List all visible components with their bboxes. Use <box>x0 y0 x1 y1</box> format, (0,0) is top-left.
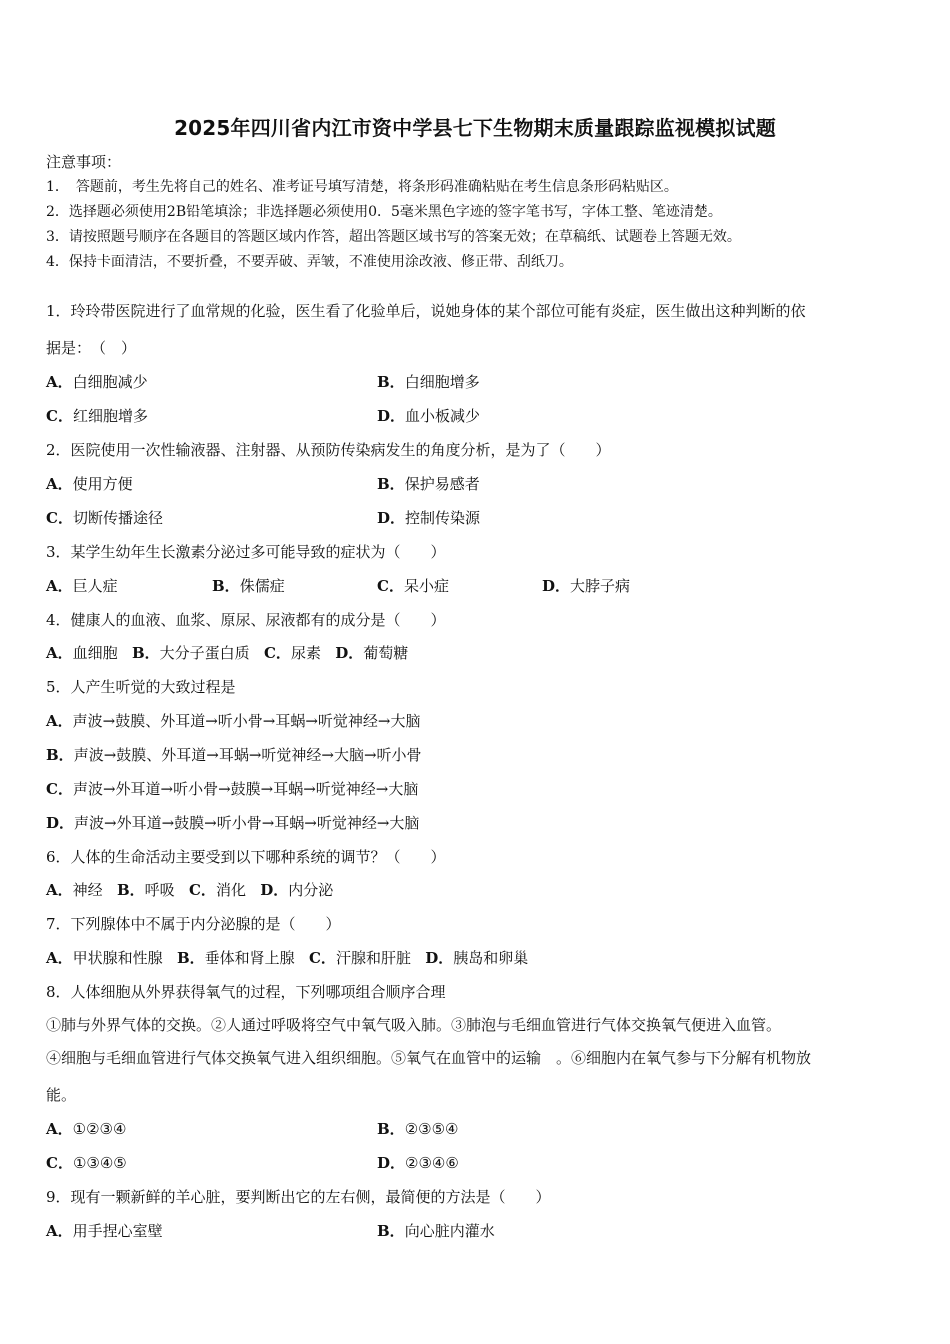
question-6-stem: 6．人体的生命活动主要受到以下哪种系统的调节？（ ） <box>46 848 446 866</box>
question-3-option-c: C．呆小症 <box>377 577 449 595</box>
question-8-option-d: D．②③④⑥ <box>377 1154 459 1172</box>
question-1-option-b: B．白细胞增多 <box>377 373 480 391</box>
question-1-stem: 1．玲玲带医院进行了血常规的化验，医生看了化验单后，说她身体的某个部位可能有炎症，医生做出这种判断的依 <box>46 302 806 320</box>
question-8-option-c: C．①③④⑤ <box>46 1154 127 1172</box>
question-2-stem: 2．医院使用一次性输液器、注射器、从预防传染病发生的角度分析，是为了（ ） <box>46 441 611 459</box>
question-8-option-a: A．①②③④ <box>46 1120 127 1138</box>
question-7-stem: 7．下列腺体中不属于内分泌腺的是（ ） <box>46 915 341 933</box>
question-1-option-a: A．白细胞减少 <box>46 373 148 391</box>
question-2-option-a: A．使用方便 <box>46 475 133 493</box>
question-8-statement-3: 能。 <box>46 1086 77 1104</box>
question-3-option-d: D．大脖子病 <box>542 577 631 595</box>
question-1-option-c: C．红细胞增多 <box>46 407 148 425</box>
question-2-option-d: D．控制传染源 <box>377 509 481 527</box>
question-3-stem: 3．某学生幼年生长激素分泌过多可能导致的症状为（ ） <box>46 543 446 561</box>
question-5-option-c: C．声波→外耳道→听小骨→鼓膜→耳蜗→听觉神经→大脑 <box>46 780 419 798</box>
notice-item-3: 3．请按照题号顺序在各题目的答题区域内作答，超出答题区域书写的答案无效；在草稿纸、试题卷上答题无效。 <box>46 229 741 245</box>
question-8-statement-1: ①肺与外界气体的交换。②人通过呼吸将空气中氧气吸入肺。③肺泡与毛细血管进行气体交换氧气便进入血管。 <box>46 1016 782 1034</box>
question-5-option-a: A．声波→鼓膜、外耳道→听小骨→耳蜗→听觉神经→大脑 <box>46 712 421 730</box>
question-6-options: A．神经 B．呼吸 C．消化 D．内分泌 <box>46 881 334 899</box>
question-1-option-d: D．血小板减少 <box>377 407 481 425</box>
question-3-option-a: A．巨人症 <box>46 577 118 595</box>
notice-item-2: 2．选择题必须使用2B铅笔填涂；非选择题必须使用0．5毫米黑色字迹的签字笔书写，字体工整、笔迹清楚。 <box>46 204 722 220</box>
question-9-option-a: A．用手捏心室壁 <box>46 1222 163 1240</box>
notice-heading: 注意事项： <box>46 153 122 171</box>
question-2-option-c: C．切断传播途径 <box>46 509 163 527</box>
notice-item-1: 1． 答题前，考生先将自己的姓名、准考证号填写清楚，将条形码准确粘贴在考生信息条形码粘贴区。 <box>46 179 678 195</box>
question-7-options: A．甲状腺和性腺 B．垂体和肾上腺 C．汗腺和肝脏 D．胰岛和卵巢 <box>46 949 529 967</box>
question-8-option-b: B．②③⑤④ <box>377 1120 459 1138</box>
question-4-options: A．血细胞 B．大分子蛋白质 C．尿素 D．葡萄糖 <box>46 644 409 662</box>
question-5-option-b: B．声波→鼓膜、外耳道→耳蜗→听觉神经→大脑→听小骨 <box>46 746 422 764</box>
question-2-option-b: B．保护易感者 <box>377 475 480 493</box>
question-9-option-b: B．向心脏内灌水 <box>377 1222 495 1240</box>
question-8-stem: 8．人体细胞从外界获得氧气的过程，下列哪项组合顺序合理 <box>46 983 446 1001</box>
question-3-option-b: B．侏儒症 <box>212 577 285 595</box>
question-8-statement-2: ④细胞与毛细血管进行气体交换氧气进入组织细胞。⑤氧气在血管中的运输 。⑥细胞内在氧气参与下分解有机物放 <box>46 1049 812 1067</box>
question-1-stem-cont: 据是： （ ） <box>46 339 137 357</box>
notice-item-4: 4．保持卡面清洁，不要折叠，不要弄破、弄皱，不准使用涂改液、修正带、刮纸刀。 <box>46 254 573 270</box>
question-5-stem: 5．人产生听觉的大致过程是 <box>46 678 236 696</box>
question-9-stem: 9．现有一颗新鲜的羊心脏，要判断出它的左右侧，最简便的方法是（ ） <box>46 1188 551 1206</box>
question-4-stem: 4．健康人的血液、血浆、原尿、尿液都有的成分是（ ） <box>46 611 446 629</box>
question-5-option-d: D．声波→外耳道→鼓膜→听小骨→耳蜗→听觉神经→大脑 <box>46 814 420 832</box>
page-title: 2025年四川省内江市资中学县七下生物期末质量跟踪监视模拟试题 <box>174 116 776 140</box>
